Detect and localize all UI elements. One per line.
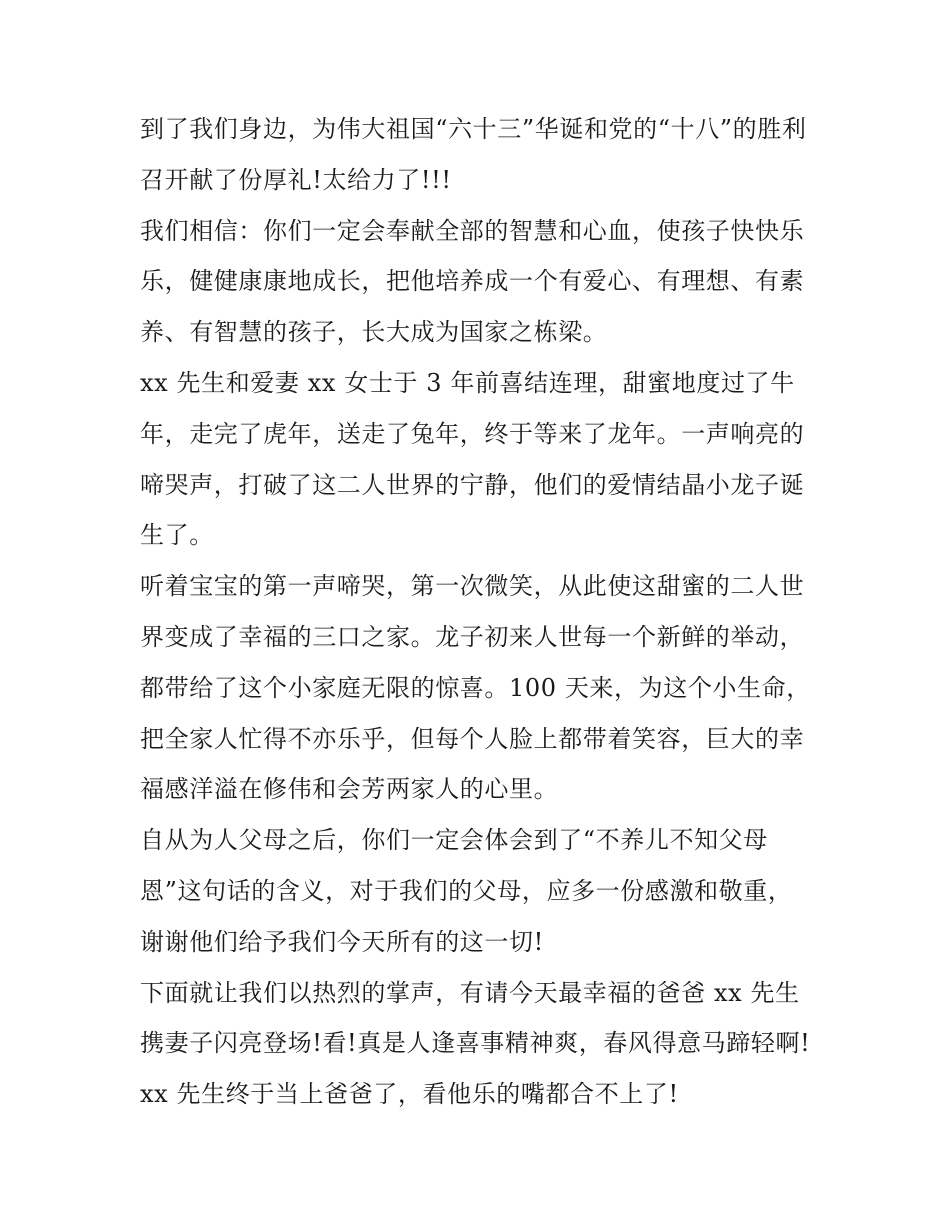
text-line: xx 先生终于当上爸爸了，看他乐的嘴都合不上了! [140, 1080, 679, 1109]
text-line: 都带给了这个小家庭无限的惊喜。100 天来，为这个小生命， [140, 673, 811, 702]
text-line: 召开献了份厚礼!太给力了!!! [140, 165, 452, 194]
text-line: xx 先生和爱妻 xx 女士于 3 年前喜结连理，甜蜜地度过了牛 [140, 368, 795, 397]
text-line: 自从为人父母之后，你们一定会体会到了“不养儿不知父母 [140, 826, 768, 855]
text-line: 界变成了幸福的三口之家。龙子初来人世每一个新鲜的举动， [140, 622, 805, 651]
text-line: 把全家人忙得不亦乐乎，但每个人脸上都带着笑容，巨大的幸 [140, 724, 805, 753]
text-line: 谢谢他们给予我们今天所有的这一切! [140, 927, 544, 956]
text-line: 听着宝宝的第一声啼哭，第一次微笑，从此使这甜蜜的二人世 [140, 572, 805, 601]
document-body [140, 104, 830, 1120]
text-line: 恩”这句话的含义，对于我们的父母，应多一份感激和敬重， [140, 876, 793, 905]
text-line: 年，走完了虎年，送走了兔年，终于等来了龙年。一声响亮的 [140, 419, 805, 448]
text-line: 携妻子闪亮登场!看!真是人逢喜事精神爽，春风得意马蹄轻啊! [140, 1029, 811, 1058]
text-line: 福感洋溢在修伟和会芳两家人的心里。 [140, 775, 559, 804]
text-line: 我们相信：你们一定会奉献全部的智慧和心血，使孩子快快乐 [140, 216, 805, 245]
text-line: 养、有智慧的孩子，长大成为国家之栋梁。 [140, 318, 608, 347]
text-line: 生了。 [140, 521, 214, 550]
text-line: 啼哭声，打破了这二人世界的宁静，他们的爱情结晶小龙子诞 [140, 470, 805, 499]
text-line: 到了我们身边，为伟大祖国“六十三”华诞和党的“十八”的胜利 [140, 115, 807, 143]
text-line: 下面就让我们以热烈的掌声，有请今天最幸福的爸爸 xx 先生 [140, 978, 800, 1007]
text-line: 乐，健健康康地成长，把他培养成一个有爱心、有理想、有素 [140, 267, 805, 296]
